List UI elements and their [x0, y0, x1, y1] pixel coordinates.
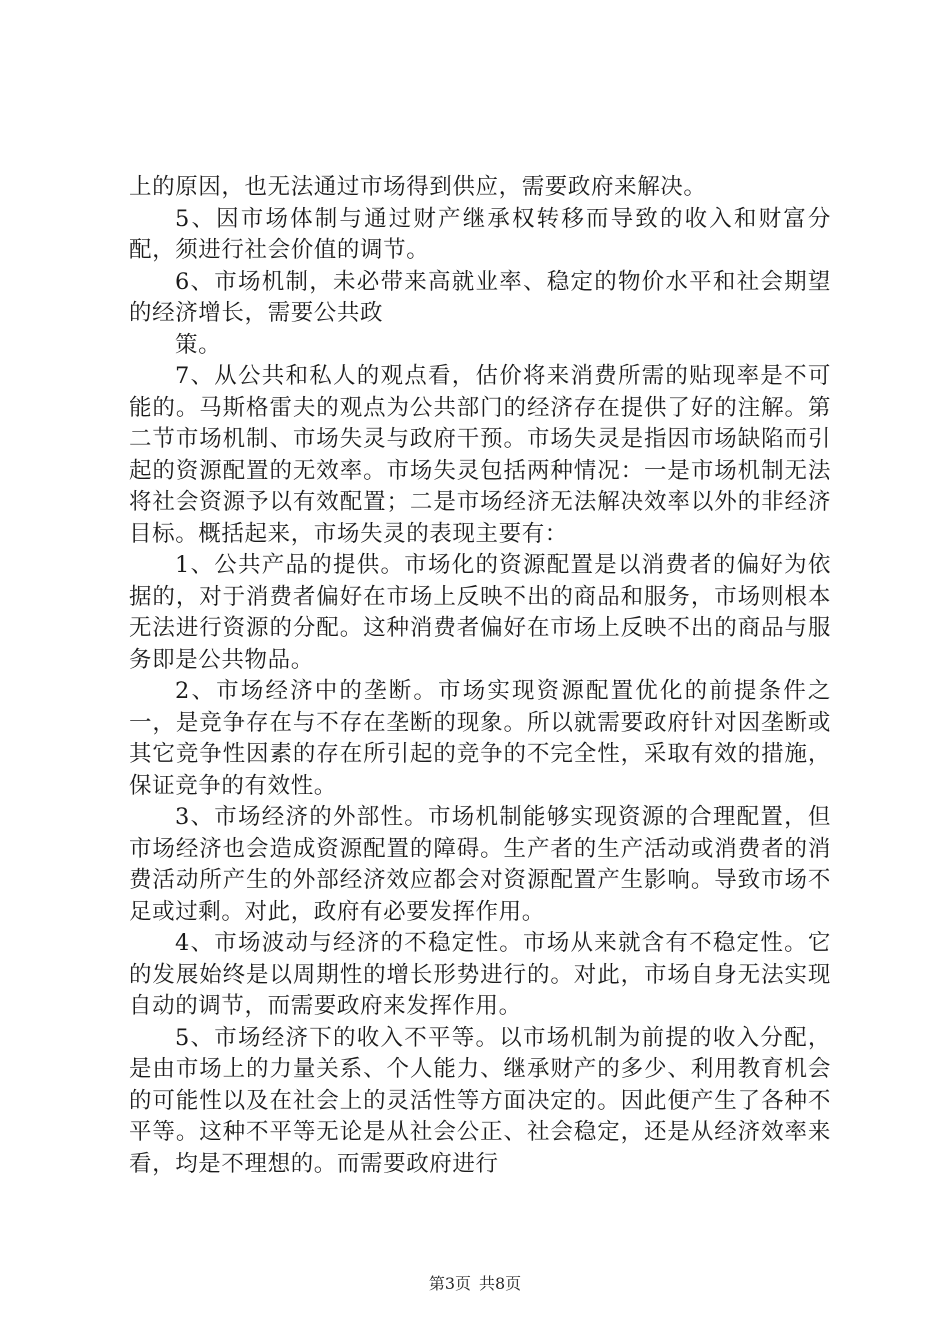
paragraph-item-6-tail: 策。 [175, 331, 222, 358]
page-number: 第3页 [428, 1274, 471, 1293]
paragraph-item-6: 6、市场机制，未必带来高就业率、稳定的物价水平和社会期望的经济增长，需要公共政 [129, 268, 831, 326]
page-footer [0, 1274, 950, 1294]
page-total: 共8页 [479, 1274, 522, 1293]
paragraph-monopoly: 2、市场经济中的垄断。市场实现资源配置优化的前提条件之一，是竞争存在与不存在垄断的现象。所以就需要政府针对因垄断或其它竞争性因素的存在所引起的竞争的不完全性，采取有效的措施，保证竞争的有效性。 [129, 678, 831, 799]
paragraph-item-5: 5、因市场体制与通过财产继承权转移而导致的收入和财富分配，须进行社会价值的调节。 [129, 205, 831, 263]
body-text [129, 172, 831, 1180]
paragraph-public-goods: 1、公共产品的提供。市场化的资源配置是以消费者的偏好为依据的，对于消费者偏好在市场上反映不出的商品和服务，市场则根本无法进行资源的分配。这种消费者偏好在市场上反映不出的商品与服务即是公共物品。 [129, 552, 831, 673]
paragraph-continuation: 上的原因，也无法通过市场得到供应，需要政府来解决。 [129, 174, 707, 200]
paragraph-instability: 4、市场波动与经济的不稳定性。市场从来就含有不稳定性。它的发展始终是以周期性的增长形势进行的。对此，市场自身无法实现自动的调节，而需要政府来发挥作用。 [129, 930, 831, 1019]
paragraph-item-7: 7、从公共和私人的观点看，估价将来消费所需的贴现率是不可能的。马斯格雷夫的观点为公共部门的经济存在提供了好的注解。第二节市场机制、市场失灵与政府干预。市场失灵是指因市场缺陷而引起的资源配置的无效率。市场失灵包括两种情况：一是市场机制无法将社会资源予以有效配置；二是市场经济无法解决效率以外的非经济目标。概括起来，市场失灵的表现主要有： [129, 363, 831, 547]
paragraph-income-inequality: 5、市场经济下的收入不平等。以市场机制为前提的收入分配，是由市场上的力量关系、个人能力、继承财产的多少、利用教育机会的可能性以及在社会上的灵活性等方面决定的。因此便产生了各种不平等。这种不平等无论是从社会公正、社会稳定，还是从经济效率来看，均是不理想的。而需要政府进行 [129, 1024, 831, 1177]
paragraph-externality: 3、市场经济的外部性。市场机制能够实现资源的合理配置，但市场经济也会造成资源配置的障碍。生产者的生产活动或消费者的消费活动所产生的外部经济效应都会对资源配置产生影响。导致市场不足或过剩。对此，政府有必要发挥作用。 [129, 804, 831, 925]
